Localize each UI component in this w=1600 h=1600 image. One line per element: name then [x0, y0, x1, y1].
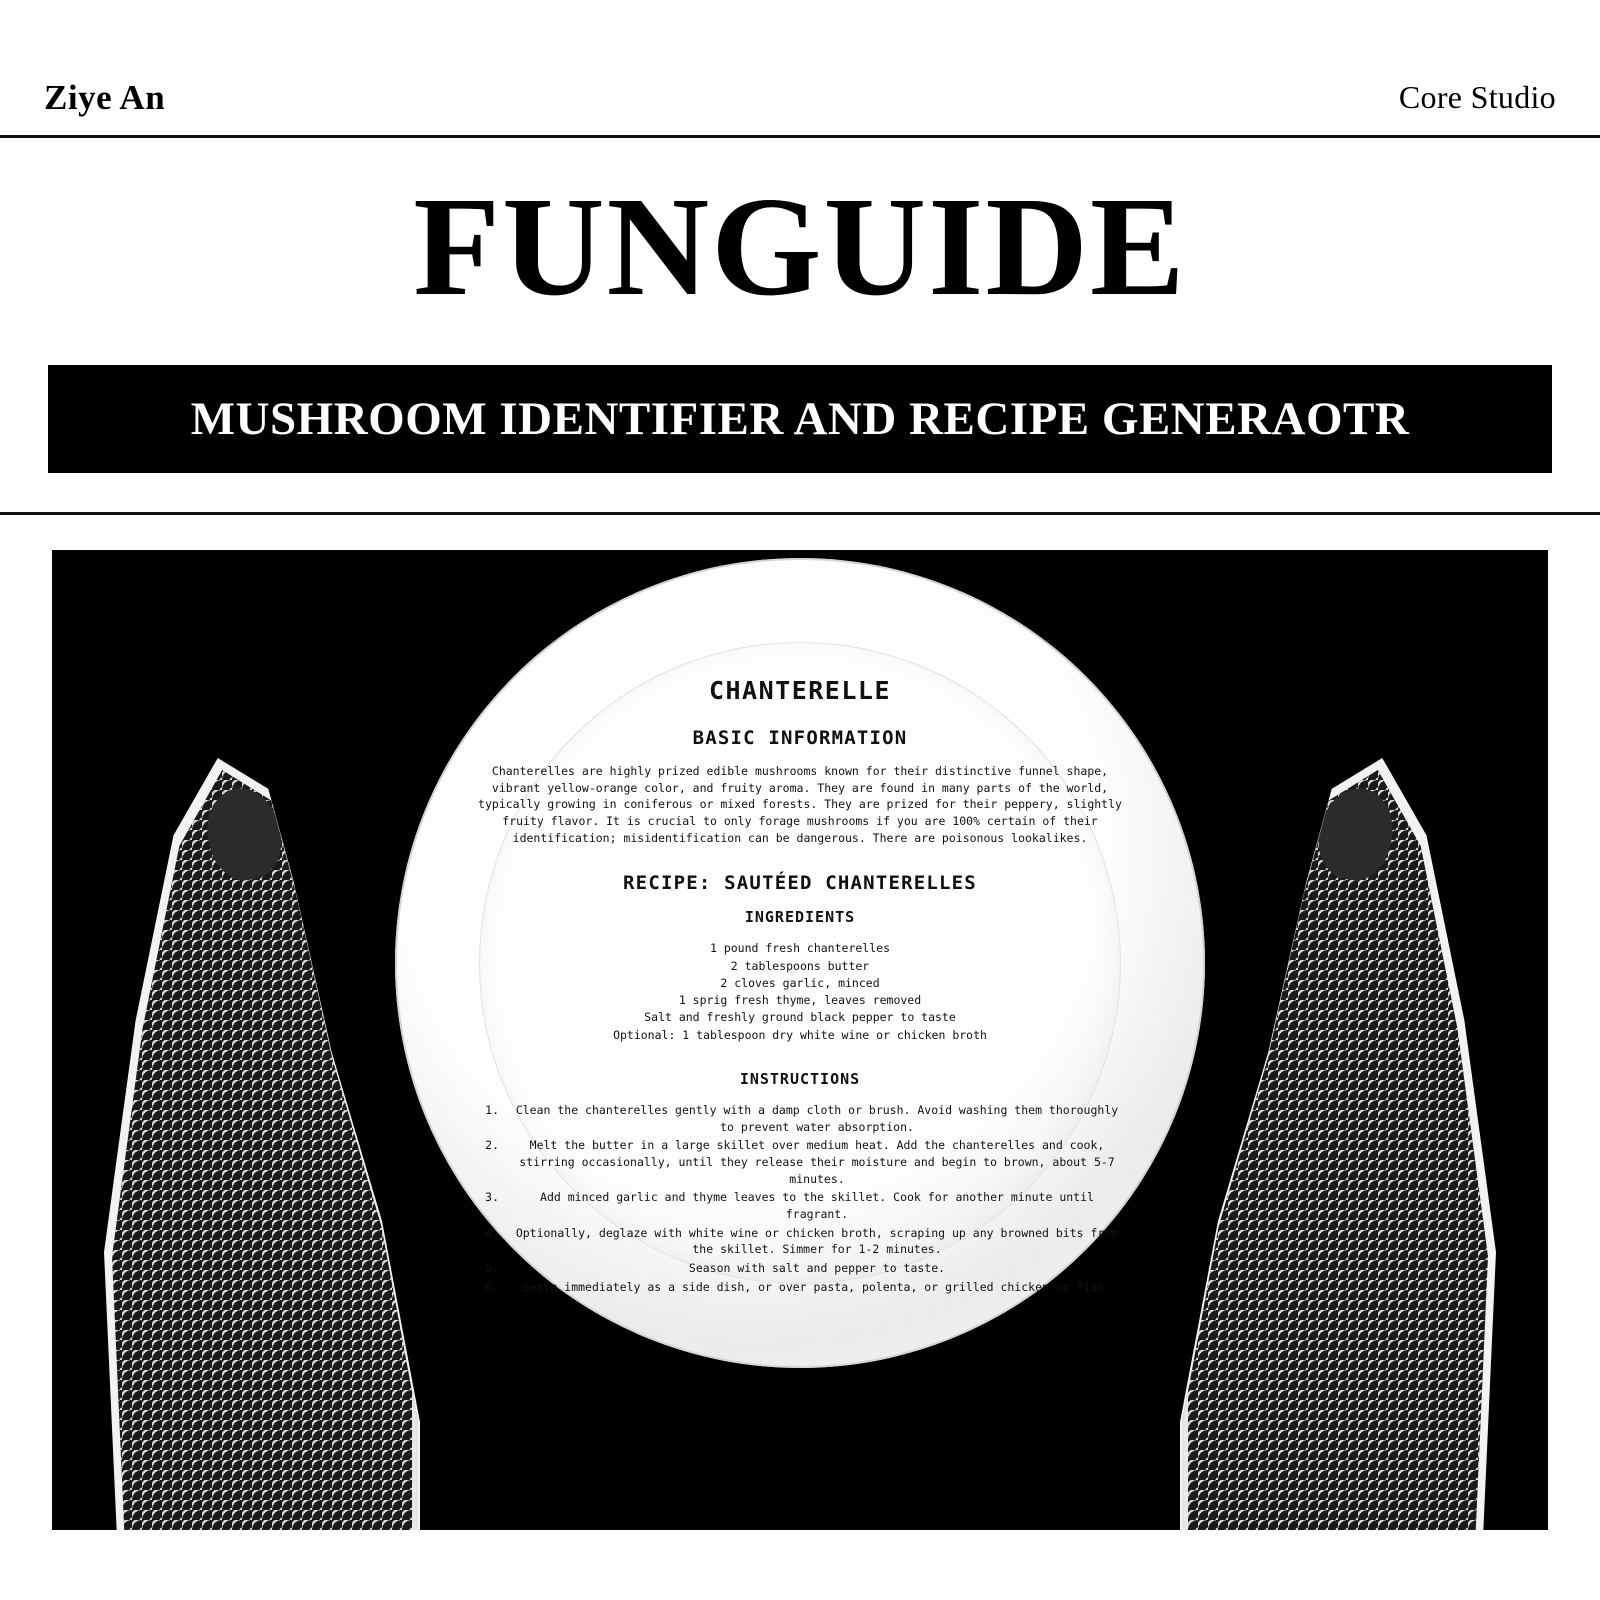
left-hand-halftone [112, 770, 418, 1530]
step-text: Add minced garlic and thyme leaves to the skillet. Cook for another minute until fragrant. [540, 1190, 1094, 1221]
step-number: 1. [485, 1102, 499, 1117]
recipe-title: CHANTERELLE [708, 676, 892, 705]
left-thumb [199, 782, 289, 887]
recipe-card [450, 676, 1150, 1297]
horizontal-divider [0, 512, 1600, 515]
ingredients-list [450, 940, 1150, 1044]
step-number: 5. [485, 1260, 499, 1275]
step-text: Serve immediately as a side dish, or over pasta, polenta, or grilled chicken or fish. [522, 1279, 1112, 1294]
step-text: Melt the butter in a large skillet over medium heat. Add the chanterelles and cook, stirring occasionally, until they release their moisture and begin to brown, about 5-7 minutes. [519, 1138, 1115, 1186]
ingredients-heading: INGREDIENTS [744, 908, 856, 927]
step-text: Clean the chanterelles gently with a damp cloth or brush. Avoid washing them thoroughly to prevent water absorption. [515, 1102, 1119, 1134]
step-number: 3. [485, 1190, 499, 1205]
author-name: Ziye An [44, 77, 166, 117]
list-item [475, 1189, 1125, 1222]
list-item: 2 cloves garlic, minced [720, 975, 880, 990]
hero-image [52, 550, 1548, 1530]
list-item: 2 tablespoons butter [730, 958, 870, 973]
basic-information-text: Chanterelles are highly prized edible mushrooms known for their distinctive funnel shape, vibrant yellow-orange color, and fruity aroma. They are found in many parts of the world, typically growing in coniferous or mixed forests. They are prized for their peppery, slightly fruity flavor. It is crucial to only forage mushrooms if you are 100% certain of their identification; misidentification can be dangerous. There are poisonous lookalikes. [478, 764, 1122, 845]
list-item [475, 1279, 1125, 1296]
list-item [475, 1137, 1125, 1187]
list-item [475, 1260, 1125, 1277]
masthead [0, 167, 1600, 325]
right-thumb [1311, 782, 1401, 887]
step-number: 4. [485, 1225, 499, 1240]
list-item: 1 sprig fresh thyme, leaves removed [678, 993, 922, 1008]
step-text: Season with salt and pepper to taste. [688, 1260, 946, 1275]
page-title: FUNGUIDE [413, 167, 1187, 325]
subtitle-band [48, 365, 1552, 473]
list-item [475, 1102, 1125, 1135]
studio-name: Core Studio [1398, 79, 1556, 115]
list-item: Salt and freshly ground black pepper to taste [644, 1010, 956, 1025]
spacer [450, 1044, 1150, 1070]
header-bar [0, 60, 1600, 138]
instructions-list [475, 1102, 1125, 1295]
list-item: Optional: 1 tablespoon dry white wine or chicken broth [613, 1027, 987, 1042]
step-text: Optionally, deglaze with white wine or chicken broth, scraping up any browned bits from the skillet. Simmer for 1-2 minutes. [515, 1225, 1119, 1257]
right-hand-halftone [1182, 770, 1488, 1530]
plate [395, 558, 1205, 1368]
recipe-heading: RECIPE: SAUTÉED CHANTERELLES [623, 872, 977, 895]
basic-information-heading: BASIC INFORMATION [692, 727, 908, 749]
spacer [450, 846, 1150, 872]
list-item: 1 pound fresh chanterelles [709, 941, 890, 956]
subtitle-text: MUSHROOM IDENTIFIER AND RECIPE GENERAOTR [190, 393, 1410, 445]
list-item [475, 1225, 1125, 1258]
step-number: 6. [485, 1279, 499, 1294]
instructions-heading: INSTRUCTIONS [739, 1069, 861, 1088]
step-number: 2. [485, 1138, 499, 1153]
